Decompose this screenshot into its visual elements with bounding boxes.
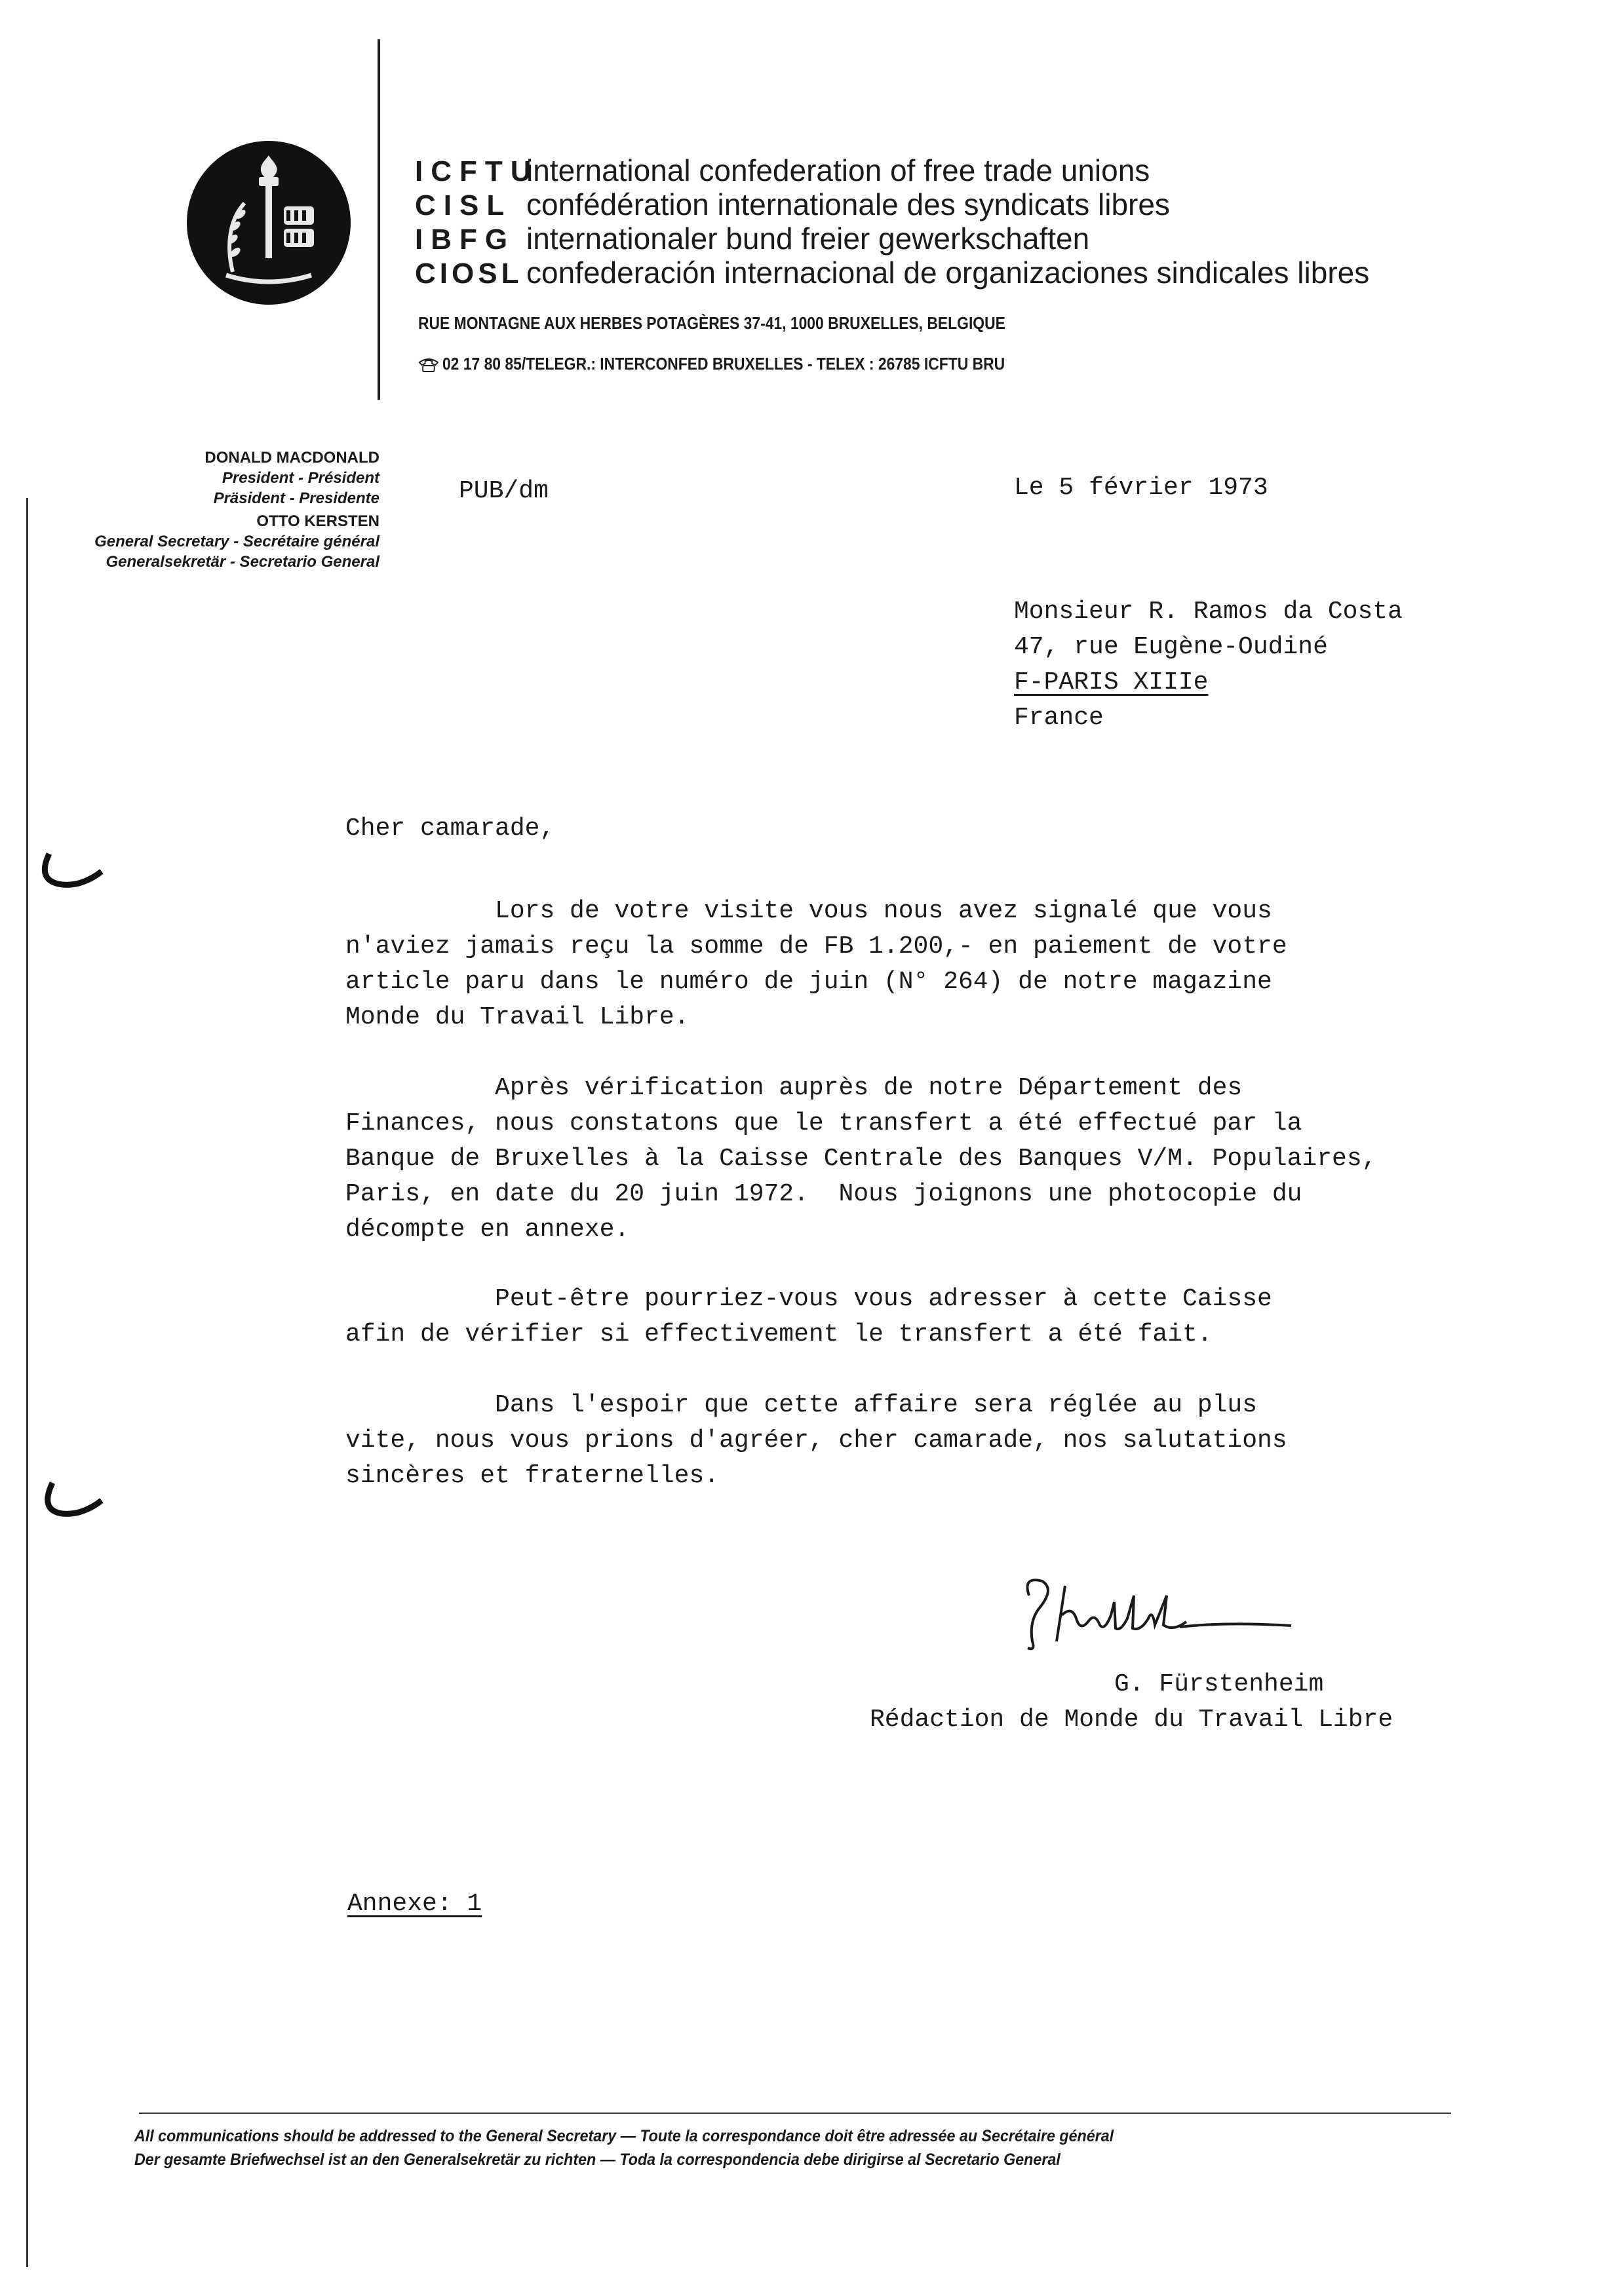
president-title: Präsident - Presidente: [213, 489, 379, 507]
president-name: DONALD MACDONALD: [204, 449, 379, 467]
president-title: President - Président: [222, 469, 379, 487]
footer-note: Der gesamte Briefwechsel ist an den Generalsekretär zu richten — Toda la correspondencia debe dirigirse al Secretario General: [134, 2151, 1060, 2169]
recipient-line: Monsieur R. Ramos da Costa: [1014, 598, 1403, 626]
reference: PUB/dm: [459, 477, 549, 505]
paragraph-line: Lors de votre visite vous nous avez signalé que vous: [345, 897, 1272, 925]
paragraph: [345, 1282, 1272, 1352]
org-line-cisl: [415, 187, 1170, 222]
annex-note: Annexe: 1: [347, 1890, 482, 1918]
letterhead-divider: [378, 39, 380, 400]
contact-line: [418, 354, 1005, 374]
org-name: confederación internacional de organizaciones sindicales libres: [526, 256, 1370, 290]
org-line-ciosl: [415, 255, 1369, 290]
secretary-name: OTTO KERSTEN: [256, 512, 379, 530]
torch-emblem-icon: [187, 141, 351, 305]
paragraph: [345, 1388, 1287, 1494]
signer-name: G. Fürstenheim: [1114, 1670, 1324, 1698]
secretary-title: General Secretary - Secrétaire général: [94, 533, 379, 550]
org-name: internationaler bund freier gewerkschaften: [526, 221, 1090, 256]
org-line-ibfg: [415, 221, 1089, 256]
binder-hole-mark: [36, 849, 108, 898]
org-name: international confederation of free trade unions: [526, 153, 1150, 187]
logo: [187, 141, 351, 305]
paragraph-line: Monde du Travail Libre.: [345, 1003, 690, 1031]
paragraph-line: article paru dans le numéro de juin (N° 264) de notre magazine: [345, 968, 1272, 996]
signer-title: Rédaction de Monde du Travail Libre: [870, 1706, 1393, 1734]
binder-hole-mark: [36, 1478, 108, 1527]
recipient-address: [1014, 594, 1403, 736]
margin-rule: [26, 498, 28, 2267]
org-abbr: CISL: [415, 189, 513, 221]
paragraph-line: vite, nous vous prions d'agréer, cher camarade, nos salutations: [345, 1426, 1287, 1455]
paragraph-line: décompte en annexe.: [345, 1215, 630, 1244]
recipient-line: 47, rue Eugène-Oudiné: [1014, 633, 1328, 661]
org-name: confédération internationale des syndicats libres: [526, 187, 1170, 221]
letter-date: Le 5 février 1973: [1014, 474, 1268, 502]
paragraph-line: sincères et fraternelles.: [345, 1462, 720, 1490]
paragraph-line: n'aviez jamais reçu la somme de FB 1.200,- en paiement de votre: [345, 932, 1287, 961]
footer-note: All communications should be addressed to the General Secretary — Toute la correspondance doit être adressée au Secrétaire général: [134, 2127, 1114, 2145]
paragraph-line: Après vérification auprès de notre Département des: [345, 1074, 1243, 1102]
footer-divider: [139, 2113, 1451, 2114]
recipient-line: F-PARIS XIIIe: [1014, 668, 1209, 697]
officers-block: [94, 448, 379, 572]
org-abbr: CIOSL: [415, 258, 523, 290]
salutation: Cher camarade,: [345, 814, 555, 843]
paragraph-line: Finances, nous constatons que le transfert a été effectué par la: [345, 1109, 1302, 1138]
telephone-icon: [418, 357, 439, 373]
paragraph-line: afin de vérifier si effectivement le transfert a été fait.: [345, 1320, 1213, 1349]
handwritten-signature: [1003, 1569, 1304, 1655]
paragraph: [345, 894, 1287, 1035]
contact-text: 02 17 80 85/TELEGR.: INTERCONFED BRUXELLES - TELEX : 26785 ICFTU BRU: [442, 354, 1005, 373]
org-abbr: IBFG: [415, 223, 516, 256]
paragraph: [345, 1071, 1376, 1248]
org-line-icftu: [415, 153, 1150, 188]
recipient-line: France: [1014, 704, 1104, 732]
paragraph-line: Dans l'espoir que cette affaire sera réglée au plus: [345, 1391, 1258, 1419]
org-abbr: ICFTU: [415, 155, 539, 187]
paragraph-line: Banque de Bruxelles à la Caisse Centrale des Banques V/M. Populaires,: [345, 1145, 1377, 1173]
paragraph-line: Paris, en date du 20 juin 1972. Nous joignons une photocopie du: [345, 1180, 1302, 1208]
street-address: RUE MONTAGNE AUX HERBES POTAGÈRES 37-41, 1000 BRUXELLES, BELGIQUE: [418, 313, 1005, 333]
secretary-title: Generalsekretär - Secretario General: [106, 553, 379, 571]
paragraph-line: Peut-être pourriez-vous vous adresser à cette Caisse: [345, 1285, 1272, 1313]
